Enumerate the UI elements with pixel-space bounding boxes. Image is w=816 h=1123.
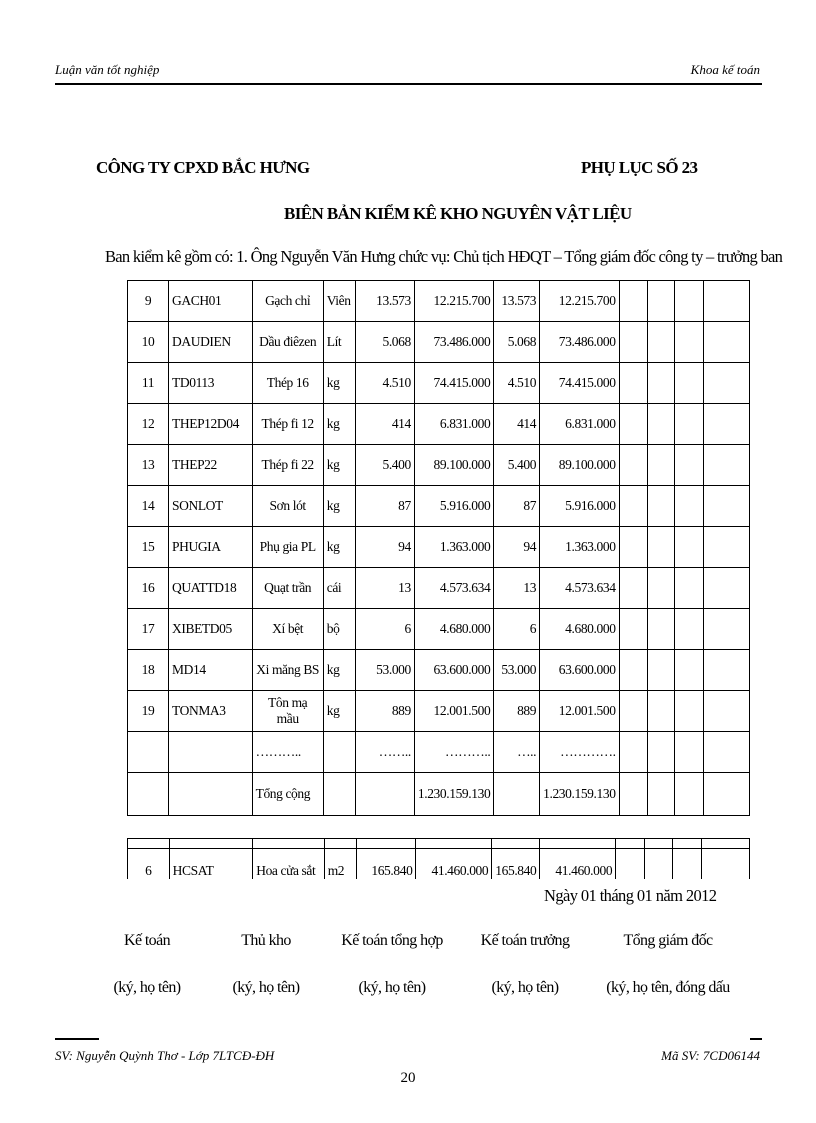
cell-val-actual: 1.363.000 xyxy=(540,527,619,568)
cell-empty xyxy=(647,281,674,322)
cell-unit: kg xyxy=(323,691,355,732)
cell-empty xyxy=(674,281,703,322)
cell-empty xyxy=(672,839,702,880)
cell-name: Xi măng BS xyxy=(252,650,323,691)
cell-empty xyxy=(619,650,647,691)
cell-val-actual: 12.215.700 xyxy=(540,281,619,322)
cell-ellipsis: ……….. xyxy=(414,732,493,773)
header-right: Khoa kế toán xyxy=(690,62,760,77)
cell-unit: kg xyxy=(323,404,355,445)
cell-qty-book: 889 xyxy=(355,691,414,732)
cell-stt: 6 xyxy=(128,839,170,880)
cell-empty xyxy=(647,445,674,486)
cell-ellipsis: ……….. xyxy=(252,732,323,773)
table-row xyxy=(128,486,750,527)
cell-empty xyxy=(674,363,703,404)
cell-code: PHUGIA xyxy=(169,527,253,568)
cell-unit: cái xyxy=(323,568,355,609)
cell-code: SONLOT xyxy=(169,486,253,527)
cell-name: Thép fi 22 xyxy=(252,445,323,486)
continuation-rule xyxy=(127,848,750,849)
cell-qty-actual: 53.000 xyxy=(494,650,540,691)
cell-empty xyxy=(619,445,647,486)
table-row xyxy=(128,322,750,363)
document-title: BIÊN BẢN KIỂM KÊ KHO NGUYÊN VẬT LIỆU xyxy=(284,204,632,223)
cell-empty xyxy=(703,691,749,732)
document-date: Ngày 01 tháng 01 năm 2012 xyxy=(544,886,717,905)
signature-note-general-director: (ký, họ tên, đóng dấu xyxy=(606,979,730,996)
table-row xyxy=(128,445,750,486)
cell-empty xyxy=(674,527,703,568)
table-row-total xyxy=(128,773,750,816)
continuation-row xyxy=(127,838,750,879)
cell-empty xyxy=(619,281,647,322)
cell-stt: 14 xyxy=(128,486,169,527)
cell-ellipsis: …….. xyxy=(355,732,414,773)
header-left: Luận văn tốt nghiệp xyxy=(55,62,160,77)
signature-note-chief-accountant: (ký, họ tên) xyxy=(491,979,559,996)
cell-empty xyxy=(647,732,674,773)
cell-empty xyxy=(703,445,749,486)
cell-val-book: 73.486.000 xyxy=(414,322,493,363)
cell-val-actual: 41.460.000 xyxy=(540,839,616,880)
cell-qty-actual: 5.400 xyxy=(494,445,540,486)
cell-empty xyxy=(494,773,540,816)
signature-role-chief-accountant: Kế toán trưởng xyxy=(480,932,570,949)
cell-empty xyxy=(169,773,253,816)
signature-note-storekeeper: (ký, họ tên) xyxy=(232,979,300,996)
cell-name: Dầu điêzen xyxy=(252,322,323,363)
cell-val-book: 12.001.500 xyxy=(414,691,493,732)
signature-role-accountant: Kế toán xyxy=(123,932,170,949)
cell-qty-book: 5.400 xyxy=(355,445,414,486)
cell-unit: kg xyxy=(323,527,355,568)
cell-stt: 11 xyxy=(128,363,169,404)
table-row xyxy=(128,363,750,404)
footer-rule-right xyxy=(750,1038,762,1040)
cell-val-book: 63.600.000 xyxy=(414,650,493,691)
cell-empty xyxy=(647,404,674,445)
cell-stt: 16 xyxy=(128,568,169,609)
cell-name: Sơn lót xyxy=(252,486,323,527)
table-row xyxy=(128,609,750,650)
cell-total: 1.230.159.130 xyxy=(414,773,493,816)
cell-empty xyxy=(619,568,647,609)
signature-role-general-accountant: Kế toán tổng hợp xyxy=(341,932,443,949)
cell-code: DAUDIEN xyxy=(169,322,253,363)
cell-stt: 18 xyxy=(128,650,169,691)
cell-stt: 17 xyxy=(128,609,169,650)
table-row xyxy=(128,568,750,609)
cell-empty xyxy=(703,363,749,404)
cell-val-actual: 6.831.000 xyxy=(540,404,619,445)
cell-unit: Viên xyxy=(323,281,355,322)
cell-empty xyxy=(674,691,703,732)
signature-role-general-director: Tổng giám đốc xyxy=(623,932,713,949)
cell-code: THEP22 xyxy=(169,445,253,486)
cell-qty-actual: 94 xyxy=(494,527,540,568)
cell-name: Tôn mạ mầu xyxy=(252,691,323,732)
cell-qty-actual: 5.068 xyxy=(494,322,540,363)
cell-qty-actual: 889 xyxy=(494,691,540,732)
cell-empty xyxy=(619,322,647,363)
cell-val-actual: 4.573.634 xyxy=(540,568,619,609)
cell-qty-book: 414 xyxy=(355,404,414,445)
cell-qty-actual: 6 xyxy=(494,609,540,650)
cell-empty xyxy=(619,486,647,527)
cell-empty xyxy=(674,568,703,609)
cell-qty-actual: 13.573 xyxy=(494,281,540,322)
cell-empty xyxy=(128,732,169,773)
cell-val-actual: 5.916.000 xyxy=(540,486,619,527)
cell-empty xyxy=(619,527,647,568)
cell-val-book: 12.215.700 xyxy=(414,281,493,322)
cell-empty xyxy=(323,773,355,816)
cell-empty xyxy=(647,486,674,527)
cell-empty xyxy=(647,322,674,363)
cell-name: Phụ gia PL xyxy=(252,527,323,568)
cell-empty xyxy=(644,839,672,880)
table-row xyxy=(128,650,750,691)
cell-stt: 9 xyxy=(128,281,169,322)
cell-val-actual: 74.415.000 xyxy=(540,363,619,404)
cell-ellipsis: …………. xyxy=(540,732,619,773)
cell-empty xyxy=(323,732,355,773)
cell-empty xyxy=(647,609,674,650)
table-row xyxy=(128,281,750,322)
cell-val-book: 1.363.000 xyxy=(414,527,493,568)
signature-role-storekeeper: Thủ kho xyxy=(241,932,291,949)
cell-empty xyxy=(619,609,647,650)
cell-qty-book: 4.510 xyxy=(355,363,414,404)
cell-empty xyxy=(674,445,703,486)
cell-unit: Lít xyxy=(323,322,355,363)
cell-empty xyxy=(702,839,750,880)
cell-unit: kg xyxy=(323,486,355,527)
cell-empty xyxy=(647,568,674,609)
cell-total: 1.230.159.130 xyxy=(540,773,619,816)
cell-name: Xí bệt xyxy=(252,609,323,650)
cell-code: TONMA3 xyxy=(169,691,253,732)
cell-empty xyxy=(703,650,749,691)
cell-empty xyxy=(674,322,703,363)
table-row xyxy=(128,404,750,445)
cell-qty-actual: 165.840 xyxy=(492,839,540,880)
cell-empty xyxy=(674,773,703,816)
cell-empty xyxy=(647,773,674,816)
footer-student: SV: Nguyễn Quỳnh Thơ - Lớp 7LTCĐ-ĐH xyxy=(55,1048,275,1063)
signature-note-general-accountant: (ký, họ tên) xyxy=(358,979,426,996)
table-row xyxy=(128,839,750,880)
table-row xyxy=(128,691,750,732)
cell-val-book: 5.916.000 xyxy=(414,486,493,527)
cell-empty xyxy=(619,773,647,816)
cell-qty-book: 165.840 xyxy=(356,839,416,880)
cell-empty xyxy=(619,363,647,404)
cell-qty-book: 13 xyxy=(355,568,414,609)
cell-code: GACH01 xyxy=(169,281,253,322)
cell-empty xyxy=(703,568,749,609)
cell-empty xyxy=(647,650,674,691)
cell-empty xyxy=(616,839,645,880)
cell-qty-actual: 414 xyxy=(494,404,540,445)
cell-empty xyxy=(703,773,749,816)
cell-unit: kg xyxy=(323,445,355,486)
cell-empty xyxy=(647,527,674,568)
cell-code: QUATTD18 xyxy=(169,568,253,609)
table-row-ellipsis xyxy=(128,732,750,773)
cell-unit: m2 xyxy=(324,839,356,880)
cell-val-actual: 4.680.000 xyxy=(540,609,619,650)
cell-code: MD14 xyxy=(169,650,253,691)
cell-stt: 12 xyxy=(128,404,169,445)
cell-stt: 10 xyxy=(128,322,169,363)
footer-rule-left xyxy=(55,1038,99,1040)
cell-empty xyxy=(647,691,674,732)
cell-empty xyxy=(674,732,703,773)
cell-val-book: 74.415.000 xyxy=(414,363,493,404)
inventory-table xyxy=(127,280,750,816)
cell-stt: 15 xyxy=(128,527,169,568)
cell-code: THEP12D04 xyxy=(169,404,253,445)
cell-code: XIBETD05 xyxy=(169,609,253,650)
page-number: 20 xyxy=(400,1070,416,1086)
cell-val-actual: 89.100.000 xyxy=(540,445,619,486)
cell-val-actual: 63.600.000 xyxy=(540,650,619,691)
cell-qty-actual: 4.510 xyxy=(494,363,540,404)
cell-name: Gạch chỉ xyxy=(252,281,323,322)
cell-stt: 19 xyxy=(128,691,169,732)
cell-qty-book: 5.068 xyxy=(355,322,414,363)
cell-qty-actual: 87 xyxy=(494,486,540,527)
cell-qty-book: 87 xyxy=(355,486,414,527)
signature-note-accountant: (ký, họ tên) xyxy=(113,979,181,996)
cell-qty-book: 53.000 xyxy=(355,650,414,691)
cell-qty-book: 6 xyxy=(355,609,414,650)
cell-val-book: 4.573.634 xyxy=(414,568,493,609)
cell-ellipsis: ….. xyxy=(494,732,540,773)
company-name: CÔNG TY CPXD BẮC HƯNG xyxy=(96,158,310,177)
cell-val-book: 41.460.000 xyxy=(416,839,492,880)
footer-student-id: Mã SV: 7CD06144 xyxy=(661,1048,760,1063)
cell-empty xyxy=(619,732,647,773)
cell-code: HCSAT xyxy=(169,839,253,880)
cell-empty xyxy=(355,773,414,816)
cell-empty xyxy=(647,363,674,404)
cell-stt: 13 xyxy=(128,445,169,486)
cell-unit: kg xyxy=(323,650,355,691)
cell-empty xyxy=(703,527,749,568)
cell-qty-actual: 13 xyxy=(494,568,540,609)
cell-empty xyxy=(674,650,703,691)
cell-empty xyxy=(619,404,647,445)
table-row xyxy=(128,527,750,568)
cell-total: Tổng cộng xyxy=(252,773,323,816)
cell-empty xyxy=(703,486,749,527)
header-rule xyxy=(55,83,762,85)
cell-unit: bộ xyxy=(323,609,355,650)
cell-qty-book: 94 xyxy=(355,527,414,568)
cell-empty xyxy=(703,609,749,650)
cell-name: Hoa cửa sắt xyxy=(253,839,324,880)
cell-empty xyxy=(674,486,703,527)
cell-val-book: 6.831.000 xyxy=(414,404,493,445)
cell-qty-book: 13.573 xyxy=(355,281,414,322)
cell-val-actual: 73.486.000 xyxy=(540,322,619,363)
cell-empty xyxy=(674,609,703,650)
cell-name: Quạt trần xyxy=(252,568,323,609)
committee-line: Ban kiểm kê gồm có: 1. Ông Nguyễn Văn Hưng chức vụ: Chủ tịch HĐQT – Tổng giám đốc công ty – trưởng ban xyxy=(105,247,783,266)
cell-name: Thép 16 xyxy=(252,363,323,404)
cell-unit: kg xyxy=(323,363,355,404)
cell-empty xyxy=(674,404,703,445)
cell-val-actual: 12.001.500 xyxy=(540,691,619,732)
cell-empty xyxy=(169,732,253,773)
cell-empty xyxy=(703,404,749,445)
appendix-number: PHỤ LỤC SỐ 23 xyxy=(581,158,698,177)
cell-name: Thép fi 12 xyxy=(252,404,323,445)
cell-empty xyxy=(703,732,749,773)
cell-empty xyxy=(703,281,749,322)
cell-val-book: 89.100.000 xyxy=(414,445,493,486)
cell-empty xyxy=(619,691,647,732)
cell-empty xyxy=(128,773,169,816)
cell-empty xyxy=(703,322,749,363)
cell-val-book: 4.680.000 xyxy=(414,609,493,650)
cell-code: TD0113 xyxy=(169,363,253,404)
